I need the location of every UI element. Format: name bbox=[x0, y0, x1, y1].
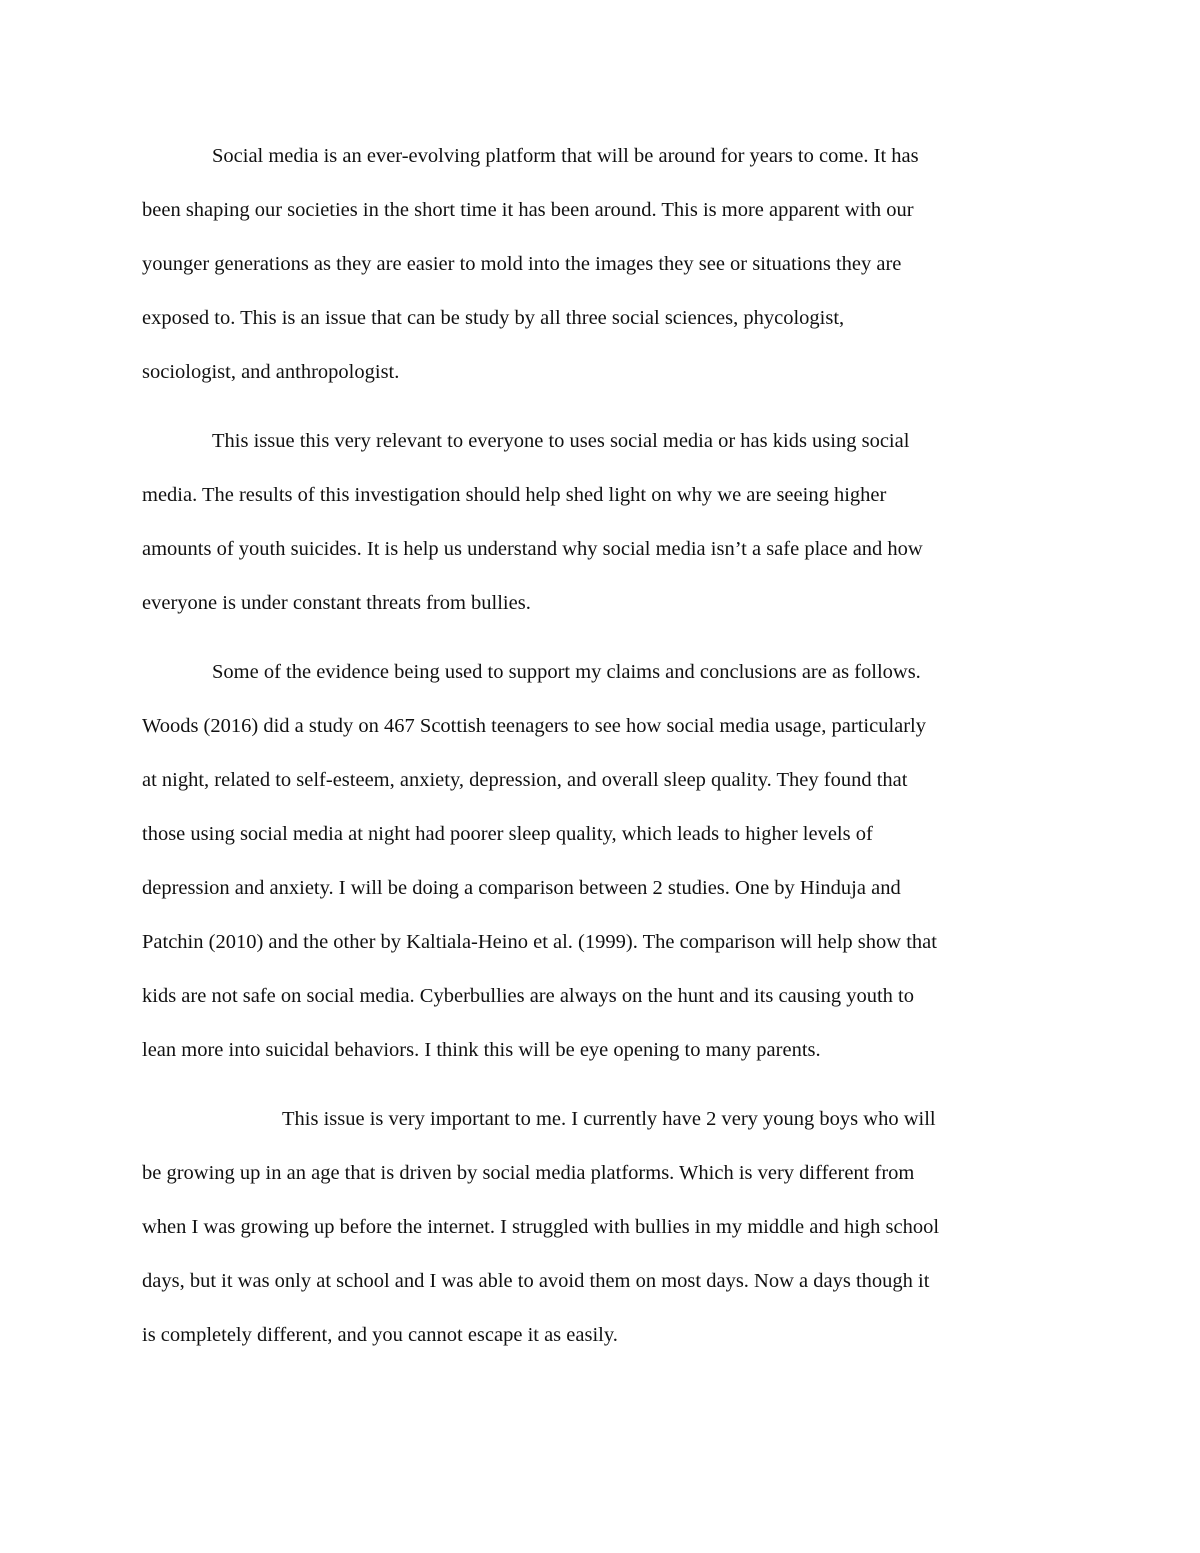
paragraph-line: amounts of youth suicides. It is help us understand why social media isn’t a safe place and how bbox=[142, 538, 923, 560]
paragraph-line: Woods (2016) did a study on 467 Scottish teenagers to see how social media usage, particularly bbox=[142, 715, 927, 737]
paragraph-line: days, but it was only at school and I was able to avoid them on most days. Now a days though it bbox=[142, 1270, 930, 1292]
paragraph-3 bbox=[142, 645, 1062, 1077]
paragraph-line: depression and anxiety. I will be doing a comparison between 2 studies. One by Hinduja and bbox=[142, 877, 901, 899]
paragraph-line: when I was growing up before the internet. I struggled with bullies in my middle and high school bbox=[142, 1216, 940, 1238]
paragraph-line: media. The results of this investigation should help shed light on why we are seeing higher bbox=[142, 484, 887, 506]
paragraph-line: is completely different, and you cannot escape it as easily. bbox=[142, 1324, 618, 1346]
paragraph-line: Some of the evidence being used to support my claims and conclusions are as follows. bbox=[212, 661, 921, 683]
paragraph-line: at night, related to self-esteem, anxiety, depression, and overall sleep quality. They found that bbox=[142, 769, 908, 791]
paragraph-line: exposed to. This is an issue that can be study by all three social sciences, phycologist, bbox=[142, 307, 845, 329]
paragraph-line: those using social media at night had poorer sleep quality, which leads to higher levels of bbox=[142, 823, 873, 845]
document-body bbox=[142, 129, 1062, 1377]
paragraph-line: This issue is very important to me. I currently have 2 very young boys who will bbox=[282, 1108, 936, 1130]
paragraph-4 bbox=[142, 1092, 1062, 1362]
paragraph-2 bbox=[142, 414, 1062, 630]
paragraph-line: Patchin (2010) and the other by Kaltiala-Heino et al. (1999). The comparison will help show that bbox=[142, 931, 937, 953]
paragraph-line: Social media is an ever-evolving platform that will be around for years to come. It has bbox=[212, 145, 919, 167]
paragraph-line: everyone is under constant threats from bullies. bbox=[142, 592, 531, 614]
paragraph-line: younger generations as they are easier to mold into the images they see or situations they are bbox=[142, 253, 902, 275]
paragraph-line: sociologist, and anthropologist. bbox=[142, 361, 400, 383]
paragraph-line: kids are not safe on social media. Cyberbullies are always on the hunt and its causing youth to bbox=[142, 985, 914, 1007]
paragraph-line: lean more into suicidal behaviors. I think this will be eye opening to many parents. bbox=[142, 1039, 821, 1061]
paragraph-1 bbox=[142, 129, 1062, 399]
paragraph-line: been shaping our societies in the short time it has been around. This is more apparent with our bbox=[142, 199, 914, 221]
paragraph-line: be growing up in an age that is driven by social media platforms. Which is very different from bbox=[142, 1162, 915, 1184]
paragraph-line: This issue this very relevant to everyone to uses social media or has kids using social bbox=[212, 430, 910, 452]
